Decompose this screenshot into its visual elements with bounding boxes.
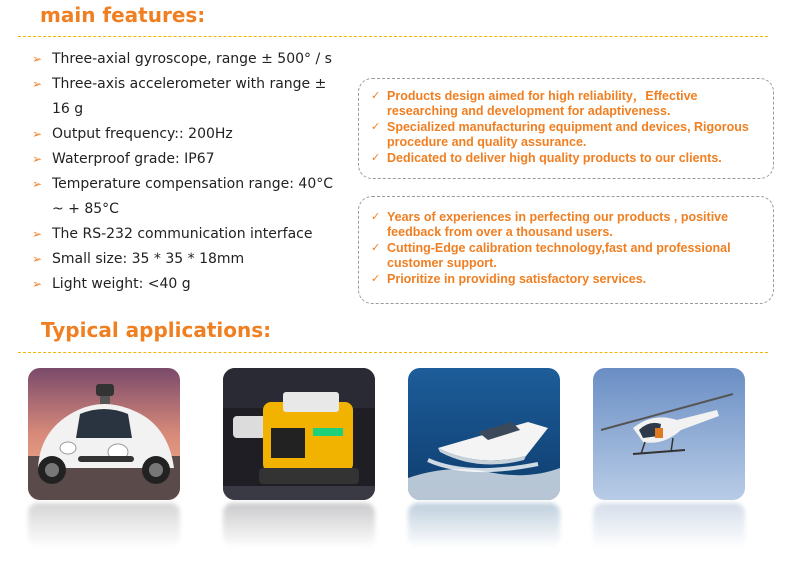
arrow-bullet-icon: ➢: [32, 152, 43, 166]
main-features-heading: main features:: [40, 3, 206, 27]
callout-item: ✓ Specialized manufacturing equipment and devices, Rigorous procedure and quality assurance.: [371, 120, 749, 149]
feature-item: ➢ Output frequency:: 200Hz: [32, 122, 337, 147]
arrow-bullet-icon: ➢: [32, 252, 43, 266]
arrow-bullet-icon: ➢: [32, 127, 43, 141]
features-list: [32, 47, 337, 297]
arrow-bullet-icon: ➢: [32, 77, 43, 91]
feature-item: ➢ Three-axis accelerometer with range ± 16 g: [32, 72, 337, 122]
feature-item: ➢ Three-axial gyroscope, range ± 500° / s: [32, 47, 337, 72]
speedboat-photo: [408, 368, 560, 500]
check-icon: ✓: [371, 273, 381, 285]
yellow-robot-vehicle-reflection: [223, 503, 375, 548]
applications-divider: [18, 352, 768, 353]
check-icon: ✓: [371, 121, 381, 133]
callout-item: ✓ Years of experiences in perfecting our products , positive feedback from over a thousand users.: [371, 210, 729, 239]
callout-item: ✓ Prioritize in providing satisfactory services.: [371, 272, 647, 286]
applications-heading: Typical applications:: [41, 318, 272, 342]
check-icon: ✓: [371, 90, 381, 102]
callout-item: ✓ Cutting-Edge calibration technology,fast and professional customer support.: [371, 241, 731, 270]
yellow-robot-vehicle-photo: [223, 368, 375, 500]
quality-callout-box: [358, 78, 774, 179]
feature-item: ➢ Temperature compensation range: 40°C ~ + 85°C: [32, 172, 337, 222]
features-divider: [18, 36, 768, 37]
feature-item: ➢ Waterproof grade: IP67: [32, 147, 337, 172]
arrow-bullet-icon: ➢: [32, 52, 43, 66]
helicopter-reflection: [593, 503, 745, 548]
helicopter-photo: [593, 368, 745, 500]
feature-item: ➢ The RS-232 communication interface: [32, 222, 337, 247]
arrow-bullet-icon: ➢: [32, 277, 43, 291]
service-callout-box: [358, 196, 774, 304]
callout-item: ✓ Dedicated to deliver high quality products to our clients.: [371, 151, 722, 165]
self-driving-car-reflection: [28, 503, 180, 548]
self-driving-car-photo: [28, 368, 180, 500]
feature-item: ➢ Small size: 35 * 35 * 18mm: [32, 247, 337, 272]
arrow-bullet-icon: ➢: [32, 227, 43, 241]
arrow-bullet-icon: ➢: [32, 177, 43, 191]
callout-item: ✓ Products design aimed for high reliability，Effective researching and development for adaptiveness.: [371, 89, 698, 118]
check-icon: ✓: [371, 152, 381, 164]
feature-item: ➢ Light weight: <40 g: [32, 272, 337, 297]
speedboat-reflection: [408, 503, 560, 548]
check-icon: ✓: [371, 211, 381, 223]
check-icon: ✓: [371, 242, 381, 254]
